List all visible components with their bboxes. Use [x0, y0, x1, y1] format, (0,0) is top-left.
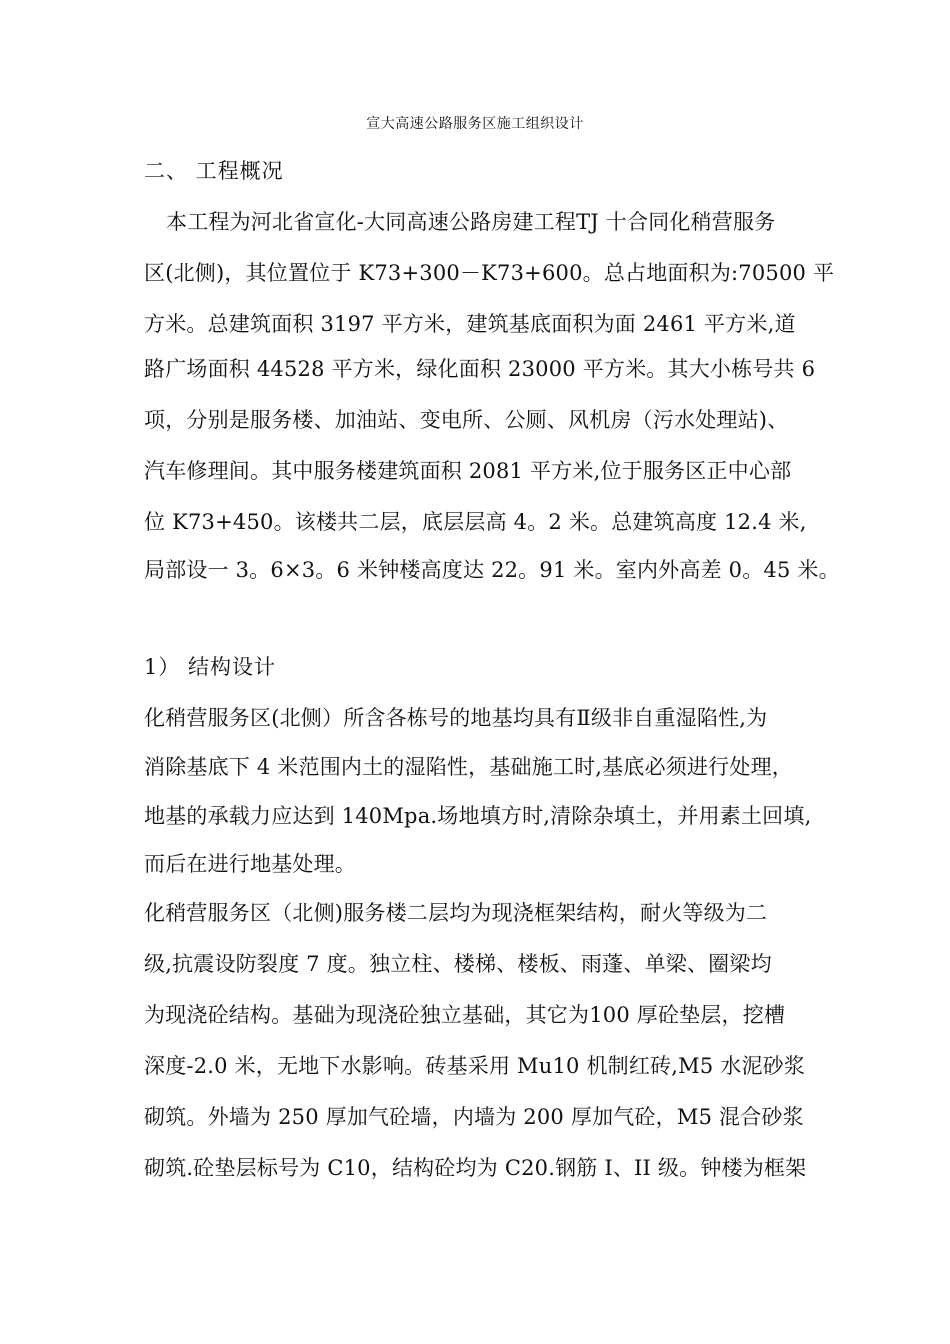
- structure-line: 级,抗震设防裂度 7 度。独立柱、楼梯、楼板、雨蓬、单梁、圈梁均: [144, 952, 772, 976]
- structure-line: 消除基底下 4 米范围内土的湿陷性，基础施工时,基底必须进行处理，: [144, 755, 793, 779]
- structure-line: 深度-2.0 米，无地下水影响。砖基采用 Mu10 机制红砖,M5 水泥砂浆: [144, 1054, 806, 1078]
- structure-line: 化稍营服务区(北侧）所含各栋号的地基均具有Ⅱ级非自重湿陷性,为: [144, 706, 768, 730]
- overview-line: 区(北侧)，其位置位于 K73+300－K73+600。总占地面积为:70500 平: [144, 261, 835, 285]
- overview-line: 路广场面积 44528 平方米，绿化面积 23000 平方米。其大小栋号共 6: [144, 357, 816, 381]
- page-header: 宣大高速公路服务区施工组织设计: [366, 116, 584, 132]
- overview-line: 方米。总建筑面积 3197 平方米，建筑基底面积为面 2461 平方米,道: [144, 312, 796, 336]
- overview-line: 汽车修理间。其中服务楼建筑面积 2081 平方米,位于服务区正中心部: [144, 459, 792, 483]
- structure-line: 地基的承载力应达到 140Mpa.场地填方时,清除杂填土，并用素土回填,: [144, 804, 812, 828]
- structure-line: 而后在进行地基处理。: [144, 852, 356, 876]
- structure-line: 化稍营服务区（北侧)服务楼二层均为现浇框架结构，耐火等级为二: [144, 901, 768, 925]
- subsection-title: 1） 结构设计: [144, 655, 277, 679]
- structure-line: 砌筑.砼垫层标号为 C10，结构砼均为 C20.钢筋 I、II 级。钟楼为框架: [144, 1156, 807, 1180]
- overview-line: 局部设一 3。6×3。6 米钟楼高度达 22。91 米。室内外高差 0。45 米。: [144, 558, 840, 582]
- overview-line: 本工程为河北省宣化-大同高速公路房建工程TJ 十合同化稍营服务: [166, 210, 776, 234]
- structure-line: 为现浇砼结构。基础为现浇砼独立基础，其它为100 厚砼垫层，挖槽: [144, 1003, 786, 1027]
- overview-line: 项，分别是服务楼、加油站、变电所、公厕、风机房（污水处理站)、: [144, 408, 789, 432]
- structure-line: 砌筑。外墙为 250 厚加气砼墙，内墙为 200 厚加气砼，M5 混合砂浆: [144, 1105, 804, 1129]
- overview-line: 位 K73+450。该楼共二层，底层层高 4。2 米。总建筑高度 12.4 米,: [144, 510, 807, 534]
- section-title: 二、 工程概况: [144, 159, 284, 183]
